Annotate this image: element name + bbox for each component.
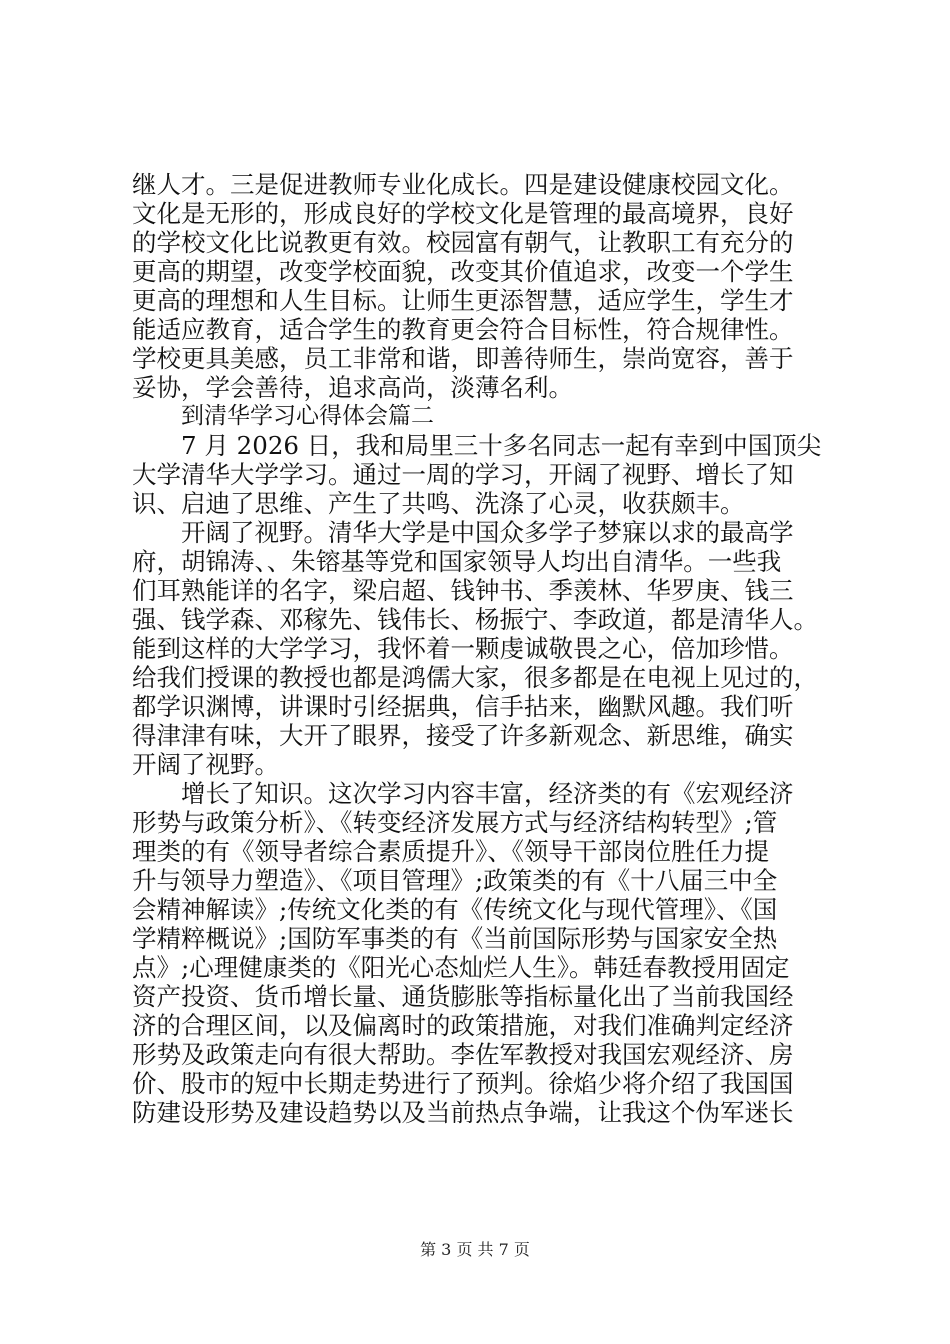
text-line: 都学识渊博，讲课时引经据典，信手拈来，幽默风趣。我们听	[132, 692, 794, 721]
text-line: 增长了知识。这次学习内容丰富，经济类的有《宏观经济	[181, 779, 794, 808]
text-line: 会精神解读》;传统文化类的有《传统文化与现代管理》、《国	[132, 895, 778, 924]
text-line: 升与领导力塑造》、《项目管理》;政策类的有《十八届三中全	[132, 866, 778, 895]
text-line: 价、股市的短中长期走势进行了预判。徐焰少将介绍了我国国	[132, 1069, 794, 1098]
text-line: 更高的理想和人生目标。让师生更添智慧，适应学生，学生才	[132, 286, 794, 315]
text-line: 济的合理区间，以及偏离时的政策措施，对我们准确判定经济	[132, 1011, 794, 1040]
text-line: 开阔了视野。清华大学是中国众多学子梦寐以求的最高学	[181, 518, 794, 547]
text-line: 妥协，学会善待，追求高尚，淡薄名利。	[132, 373, 573, 402]
text-line: 们耳熟能详的名字，梁启超、钱钟书、季羡林、华罗庚、钱三	[132, 576, 794, 605]
text-line: 文化是无形的，形成良好的学校文化是管理的最高境界，良好	[132, 199, 794, 228]
section-heading: 到清华学习心得体会篇二	[181, 403, 434, 429]
text-line: 的学校文化比说教更有效。校园富有朝气，让教职工有充分的	[132, 228, 794, 257]
text-line: 形势与政策分析》、《转变经济发展方式与经济结构转型》;管	[132, 808, 778, 837]
text-line: 资产投资、货币增长量、通货膨胀等指标量化出了当前我国经	[132, 982, 794, 1011]
text-line: 得津津有味，大开了眼界，接受了许多新观念、新思维，确实	[132, 721, 794, 750]
page-footer	[0, 1239, 950, 1261]
text-line: 7 月 2026 日，我和局里三十多名同志一起有幸到中国顶尖	[181, 431, 822, 460]
text-line: 学精粹概说》;国防军事类的有《当前国际形势与国家安全热	[132, 924, 778, 953]
document-body	[132, 170, 844, 1127]
text-line: 更高的期望，改变学校面貌，改变其价值追求，改变一个学生	[132, 257, 794, 286]
text-line: 学校更具美感，员工非常和谐，即善待师生，崇尚宽容，善于	[132, 344, 794, 373]
text-line: 防建设形势及建设趋势以及当前热点争端，让我这个伪军迷长	[132, 1098, 794, 1127]
text-line: 给我们授课的教授也都是鸿儒大家，很多都是在电视上见过的，	[132, 663, 818, 692]
text-line: 形势及政策走向有很大帮助。李佐军教授对我国宏观经济、房	[132, 1040, 794, 1069]
text-line: 能适应教育，适合学生的教育更会符合目标性，符合规律性。	[132, 315, 794, 344]
text-line: 继人才。三是促进教师专业化成长。四是建设健康校园文化。	[132, 170, 794, 199]
text-line: 理类的有《领导者综合素质提升》、《领导干部岗位胜任力提	[132, 837, 769, 866]
page-number: 第 3 页 共 7 页	[420, 1240, 530, 1259]
text-line: 能到这样的大学学习，我怀着一颗虔诚敬畏之心，倍加珍惜。	[132, 634, 794, 663]
text-line: 大学清华大学学习。通过一周的学习，开阔了视野、增长了知	[132, 460, 794, 489]
text-line: 强、钱学森、邓稼先、钱伟长、杨振宁、李政道，都是清华人。	[132, 605, 818, 634]
text-line: 府，胡锦涛、、朱镕基等党和国家领导人均出自清华。一些我	[132, 547, 782, 576]
text-line: 点》;心理健康类的《阳光心态灿烂人生》。韩廷春教授用固定	[132, 953, 790, 982]
text-line: 识、启迪了思维、产生了共鸣、洗涤了心灵，收获颇丰。	[132, 489, 745, 518]
text-line: 开阔了视野。	[132, 750, 279, 779]
